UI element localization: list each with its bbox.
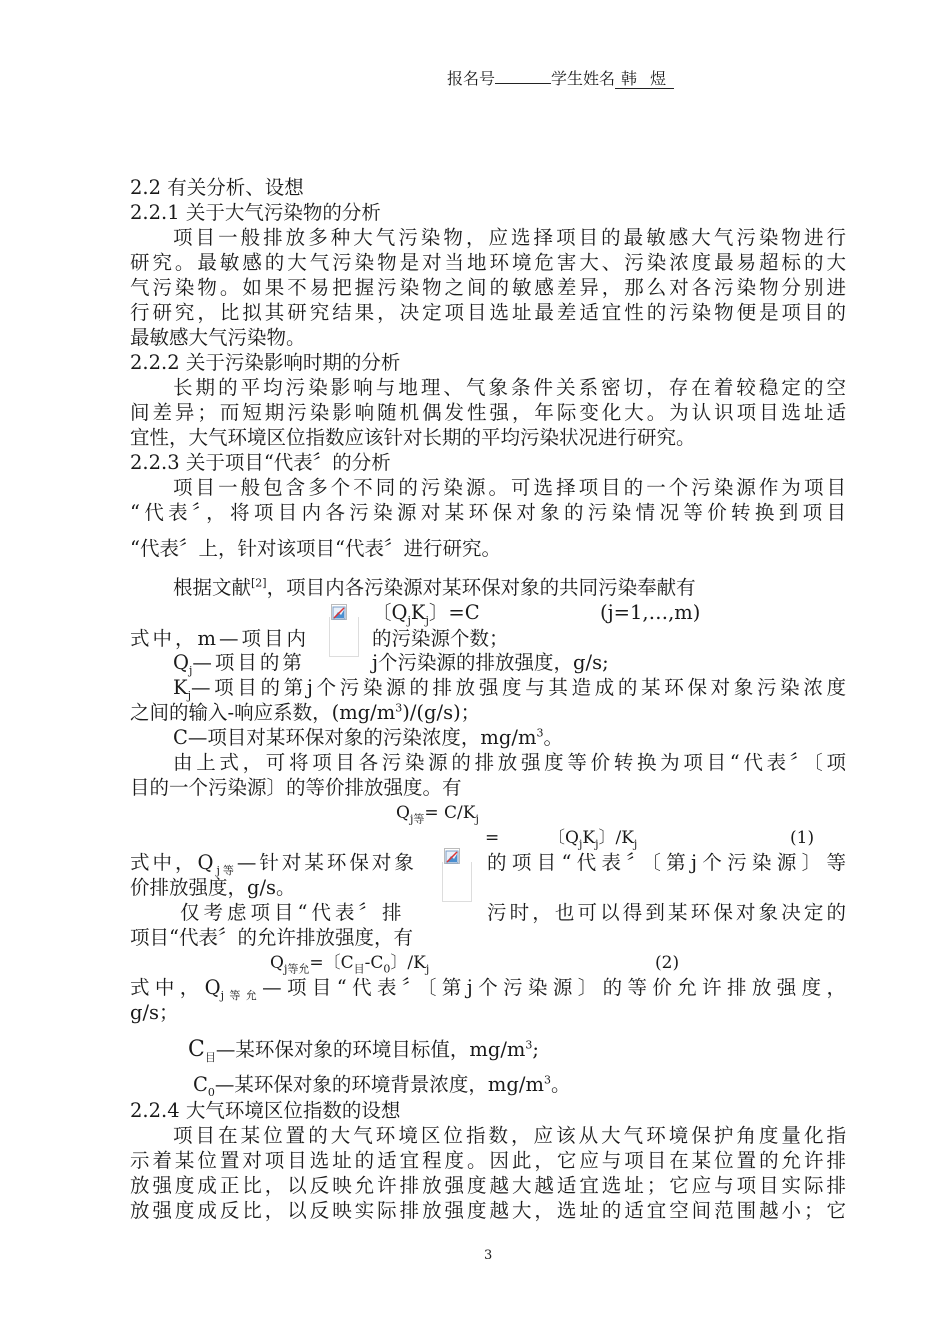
equation-2-number: (2) bbox=[655, 953, 680, 973]
text: 。 bbox=[543, 726, 563, 749]
text: 〕/K bbox=[390, 953, 426, 973]
text: -C bbox=[364, 953, 384, 973]
text: 目 bbox=[353, 962, 365, 976]
para-line: 长期的平均污染影响与地理、气象条件关系密切，存在着较稳定的空 bbox=[173, 376, 846, 399]
image-frame bbox=[329, 617, 359, 657]
text: 式中，Q bbox=[130, 851, 217, 874]
section-2-2-3-title: 2.2.3 关于项目“代表〞的分析 bbox=[130, 451, 391, 474]
text: j等允 bbox=[220, 988, 263, 1002]
text: j bbox=[475, 812, 479, 826]
def-qa-line1 bbox=[130, 976, 846, 1000]
section-2-2-title: 2.2 有关分析、设想 bbox=[130, 176, 304, 199]
text: —针对某环保对象 bbox=[236, 851, 417, 874]
def-qe-c: 的项目“代表〞〔第j个污染源〕等 bbox=[487, 851, 846, 874]
text: 〕/K bbox=[598, 828, 634, 848]
text: ; bbox=[532, 1038, 539, 1061]
text: 。 bbox=[550, 1073, 571, 1096]
text: j bbox=[633, 837, 638, 851]
para-line: 放强度成反比，以反映实际排放强度越大，选址的适宜空间范围越小；它 bbox=[130, 1199, 846, 1222]
text: Q bbox=[396, 803, 410, 823]
def-qe-line2: 价排放强度，g/s。 bbox=[130, 876, 296, 899]
reg-number-label: 报名号 bbox=[447, 69, 496, 88]
text: —某环保对象的环境背景浓度，mg/m bbox=[214, 1073, 544, 1096]
text: 〕=C bbox=[428, 601, 480, 624]
section-2-2-4-title: 2.2.4 大气环境区位指数的设想 bbox=[130, 1099, 401, 1122]
equation-2 bbox=[270, 951, 429, 975]
text: 之间的输入-响应系数，(mg/m bbox=[130, 701, 396, 724]
equation-1-rhs bbox=[548, 826, 637, 850]
text: 目 bbox=[204, 1050, 216, 1064]
equation-1-number: (1) bbox=[790, 828, 815, 848]
text: 3 bbox=[543, 1073, 551, 1087]
def-c-line bbox=[173, 726, 846, 750]
conversion-line2: 目的一个污染源〕的等价排放强度。有 bbox=[130, 776, 462, 799]
citation: [2] bbox=[251, 576, 267, 590]
para-line: 最敏感大气污染物。 bbox=[130, 326, 306, 349]
para-line: 放强度成正比，以反映允许排放强度越大越适宜选址；它应与项目实际排 bbox=[130, 1174, 846, 1197]
para-line: 项目一般排放多种大气污染物，应选择项目的最敏感大气污染物进行 bbox=[173, 226, 846, 249]
page-number: 3 bbox=[484, 1248, 493, 1263]
text: —某环保对象的环境目标值，mg/m bbox=[215, 1038, 526, 1061]
para-line: 行研究，比拟其研究结果，决定项目选址最差适宜性的污染物便是项目的 bbox=[130, 301, 846, 324]
def-k-line2 bbox=[130, 701, 846, 725]
para-line: 示着某位置对项目选址的适宜程度。因此，它应与项目在某位置的允许排 bbox=[130, 1149, 846, 1172]
text: j等 bbox=[409, 812, 425, 826]
para-line: 气污染物。如果不易把握污染物之间的敏感差异，那么对各污染物分别进 bbox=[130, 276, 846, 299]
text: j bbox=[425, 962, 430, 976]
equation-sum bbox=[372, 601, 480, 625]
text: K bbox=[582, 828, 596, 848]
para-line: 项目在某位置的大气环境区位指数，应该从大气环境保护角度量化指 bbox=[173, 1124, 846, 1147]
def-k-line1 bbox=[173, 676, 846, 700]
text: j bbox=[578, 837, 583, 851]
text: 3 bbox=[536, 726, 544, 740]
text: K bbox=[173, 676, 188, 699]
text: 3 bbox=[395, 701, 403, 715]
allow-a: 仅考虑项目“代表〞排 bbox=[180, 901, 406, 924]
text: —项目“代表〞〔第j个污染源〕的等价允许排放强度， bbox=[262, 976, 846, 999]
section-2-2-2-title: 2.2.2 关于污染影响时期的分析 bbox=[130, 351, 401, 374]
text: =〔C bbox=[309, 953, 354, 973]
text: 0 bbox=[383, 962, 391, 976]
text: —项目的第 bbox=[192, 651, 305, 674]
text: Q bbox=[270, 953, 284, 973]
text: 〔Q bbox=[548, 828, 579, 848]
text: = C/K bbox=[424, 803, 476, 823]
equation-range: (j=1,…,m) bbox=[600, 601, 701, 624]
def-m-b: 的污染源个数； bbox=[372, 627, 509, 650]
para-line: “代表〞，将项目内各污染源对某环保对象的污染情况等价转换到项目 bbox=[130, 501, 846, 524]
text: j bbox=[595, 837, 599, 851]
para-line: “代表〞上，针对该项目“代表〞进行研究。 bbox=[130, 537, 501, 560]
allow-b: 污时，也可以得到某环保对象决定的 bbox=[487, 901, 846, 924]
reg-number-blank bbox=[495, 69, 551, 84]
def-q-c: j个污染源的排放强度，g/s; bbox=[372, 651, 609, 674]
text: Q bbox=[173, 651, 189, 674]
text: j bbox=[407, 613, 411, 627]
text: C bbox=[193, 1073, 208, 1096]
text: K bbox=[410, 601, 426, 624]
para-line: 间差异；而短期污染影响随机偶发性强，年际变化大。为认识项目选址适 bbox=[130, 401, 846, 424]
para-line: 宜性，大气环境区位指数应该针对长期的平均污染状况进行研究。 bbox=[130, 426, 696, 449]
text: j bbox=[189, 663, 193, 677]
text: 〔Q bbox=[372, 601, 408, 624]
def-qa-line2: g/s； bbox=[130, 1001, 179, 1024]
equation-1-lhs bbox=[396, 801, 479, 825]
reference-line bbox=[173, 576, 846, 600]
para-line: 研究。最敏感的大气污染物是对当地环境危害大、污染浓度最易超标的大 bbox=[130, 251, 846, 274]
text: j bbox=[425, 613, 429, 627]
para-line: 项目一般包含多个不同的污染源。可选择项目的一个污染源作为项目 bbox=[173, 476, 846, 499]
equation-1-eq: = bbox=[485, 828, 500, 848]
student-name-value: 韩 煜 bbox=[615, 69, 674, 89]
conversion-line1: 由上式，可将项目各污染源的排放强度等价转换为项目“代表〞〔项 bbox=[173, 751, 846, 774]
text: ，项目内各污染源对某环保对象的共同污染奉献有 bbox=[266, 576, 696, 599]
def-qe-a bbox=[130, 851, 417, 875]
def-q-a bbox=[173, 651, 305, 675]
def-c0-line bbox=[193, 1073, 570, 1097]
student-name-label: 学生姓名 bbox=[551, 69, 616, 88]
text: j等 bbox=[216, 863, 237, 877]
allow-line2: 项目“代表〞的允许排放强度，有 bbox=[130, 926, 413, 949]
text: 式中，Q bbox=[130, 976, 221, 999]
text: C—项目对某环保对象的污染浓度，mg/m bbox=[173, 726, 537, 749]
text: 3 bbox=[525, 1038, 533, 1052]
text: 0 bbox=[207, 1085, 215, 1099]
def-m-a: 式中，m—项目内 bbox=[130, 627, 309, 650]
text: j等允 bbox=[283, 962, 310, 976]
text: C bbox=[188, 1037, 205, 1062]
text: 根据文献 bbox=[173, 576, 252, 599]
page-header bbox=[447, 66, 674, 89]
def-cm-line bbox=[188, 1038, 539, 1062]
section-2-2-1-title: 2.2.1 关于大气污染物的分析 bbox=[130, 201, 381, 224]
text: j bbox=[187, 688, 191, 702]
text: )/(g/s)； bbox=[402, 701, 481, 724]
text: —项目的第j个污染源的排放强度与其造成的某环保对象污染浓度 bbox=[191, 676, 846, 699]
